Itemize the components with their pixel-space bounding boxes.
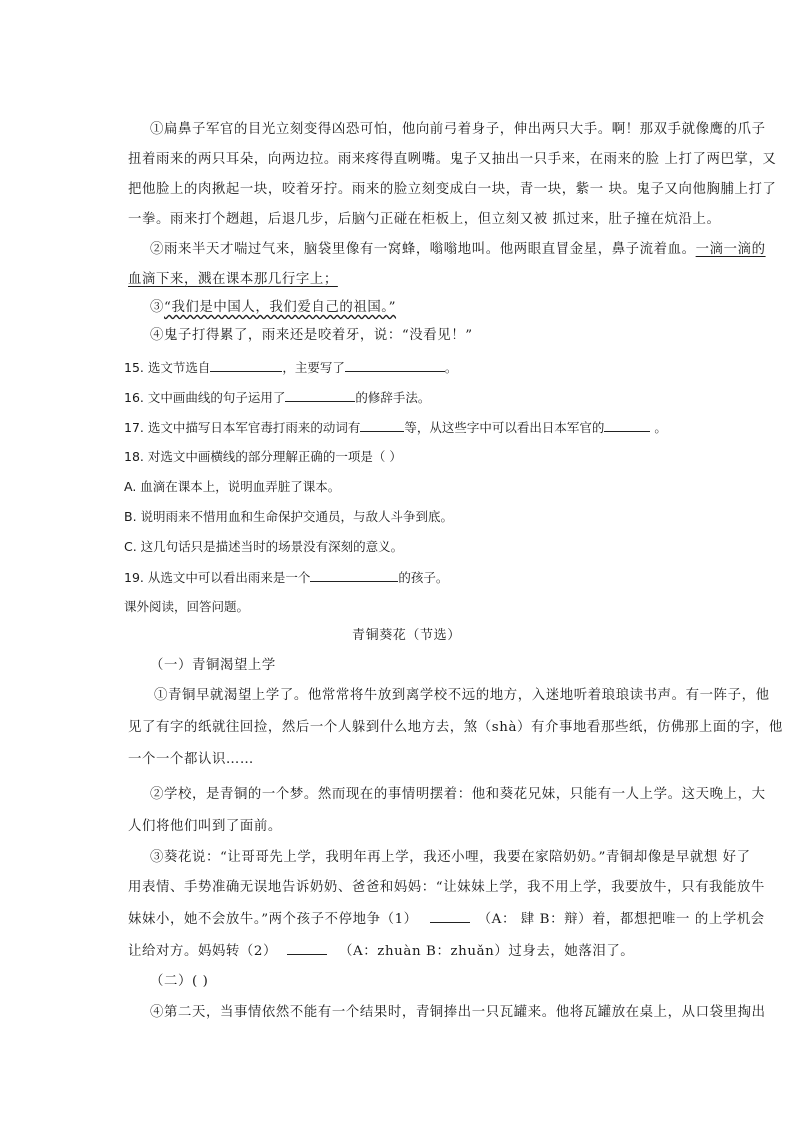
section-2-heading: （二）( ) — [150, 974, 209, 989]
s3-line-3-a: 妹妹小，她不会放牛。”两个孩子不停地争（1） — [128, 912, 418, 927]
p2-text: ②雨来半天才喘过气来，脑袋里像有一窝蜂，嗡嗡地叫。他两眼直冒金星，鼻子流着血。 — [150, 242, 696, 257]
p1-line-4: 一拳。雨来打个趔趄，后退几步，后脑勺正碰在柜板上，但立刻又被 抓过来，肚子撞在炕沿上。 — [128, 212, 721, 227]
s2-line-2: 人们将他们叫到了面前。 — [128, 819, 282, 834]
s3-line-2: 用表情、手势准确无误地告诉奶奶、爸爸和妈妈：“让妹妹上学，我不用上学，我要放牛，只有我能放牛 — [128, 880, 766, 895]
q15-blank-1[interactable] — [210, 357, 282, 372]
q17-text-a: 17. 选文中描写日本军官毒打雨来的动词有 — [124, 420, 361, 435]
extra-reading-heading: 课外阅读，回答问题。 — [124, 599, 250, 614]
q17-text-c: 。 — [650, 420, 667, 435]
p3-marker: ③ — [150, 300, 164, 315]
section-1-heading: （一）青铜渴望上学 — [150, 658, 276, 673]
blank-2[interactable] — [287, 940, 327, 955]
p2-line-1 — [150, 240, 766, 260]
q17-text-b: 等，从这些字中可以看出日本军官的 — [404, 420, 605, 435]
s1-line-2-a: 见了有字的纸就往回捡，然后一个人躲到什么地方去， — [128, 720, 464, 735]
q15-text-b: ，主要写了 — [282, 360, 345, 375]
s1-line-1: ①青铜早就渴望上学了。他常常将牛放到离学校不远的地方，入迷地听着琅琅读书声。有一阵子，他 — [154, 688, 770, 703]
s3-line-4-a: 让给对方。妈妈转（2） — [128, 944, 278, 959]
question-15 — [124, 357, 744, 378]
s3-line-1: ③葵花说：“让哥哥先上学，我明年再上学，我还小哩，我要在家陪奶奶。”青铜却像是早就想 好了 — [150, 850, 751, 865]
q16-text-b: 的修辞手法。 — [355, 390, 431, 405]
q15-text-c: 。 — [444, 360, 458, 375]
q16-blank[interactable] — [285, 387, 355, 402]
p4-line: ④鬼子打得累了，雨来还是咬着牙，说：“没看见！” — [150, 328, 473, 343]
s3-line-3 — [128, 908, 765, 930]
p2-line-2 — [128, 270, 740, 290]
q15-text-a: 15. 选文节选自 — [124, 360, 211, 375]
s4-line: ④第二天，当事情依然不能有一个结果时，青铜捧出一只瓦罐来。他将瓦罐放在桌上，从口袋里掏出 — [150, 1005, 766, 1020]
wavy-underlined-sentence: “我们是中国人，我们爱自己的祖国。” — [164, 300, 397, 315]
question-16 — [124, 387, 744, 408]
s1-pinyin-word: 煞（shà） — [463, 720, 532, 735]
q18-option-a: A. 血滴在课本上，说明血弄脏了课本。 — [124, 479, 341, 494]
p3-line — [150, 298, 740, 318]
q19-text-a: 19. 从选文中可以看出雨来是一个 — [124, 570, 311, 585]
s3-line-3-b: （A： 肆 B：辩）着，都想把唯一 的上学机会 — [477, 912, 765, 927]
question-19 — [124, 567, 744, 588]
q17-blank-1[interactable] — [360, 417, 404, 432]
p1-line-3: 把他脸上的肉揪起一块，咬着牙拧。雨来的脸立刻变成白一块，青一块，紫一 块。鬼子又向他胸脯上打了 — [128, 182, 777, 197]
s1-line-2-c: 有介事地看那些纸，仿佛那上面的字，他 — [531, 720, 783, 735]
s1-line-3: 一个一个都认识…… — [128, 752, 254, 767]
s1-line-2 — [128, 718, 783, 738]
q17-blank-2[interactable] — [604, 417, 650, 432]
p1-line-1: ①扁鼻子军官的目光立刻变得凶恐可怕，他向前弓着身子，伸出两只大手。啊！那双手就像鹰的爪子 — [150, 122, 766, 137]
p1-line-2: 扭着雨来的两只耳朵，向两边拉。雨来疼得直咧嘴。鬼子又抽出一只手来，在雨来的脸 上打了两巴掌，又 — [128, 152, 777, 167]
q19-text-b: 的孩子。 — [398, 570, 449, 585]
p2-underlined-3: 溅在课本那几行字上； — [197, 272, 338, 287]
q15-blank-2[interactable] — [345, 357, 445, 372]
s3-line-4-b: （A：zhuàn B：zhuǎn）过身去，她落泪了。 — [339, 944, 635, 959]
q16-text-a: 16. 文中画曲线的句子运用了 — [124, 390, 286, 405]
passage2-title: 青铜葵花（节选） — [352, 628, 461, 643]
q18-option-c: C. 这几句话只是描述当时的场景没有深刻的意义。 — [124, 539, 404, 554]
q18-option-b: B. 说明雨来不惜用血和生命保护交通员，与敌人斗争到底。 — [124, 509, 454, 524]
q19-blank[interactable] — [310, 567, 398, 582]
s3-line-4 — [128, 940, 740, 962]
p2-underlined-1: 一滴一滴的 — [695, 242, 766, 257]
question-17 — [124, 417, 744, 438]
s2-line-1: ②学校，是青铜的一个梦。然而现在的事情明摆着：他和葵花兄妹，只能有一人上学。这天晚上，大 — [150, 787, 766, 802]
blank-1[interactable] — [430, 908, 470, 923]
p2-underlined-2: 血滴下来， — [128, 272, 198, 287]
question-18: 18. 对选文中画横线的部分理解正确的一项是（ ） — [124, 449, 402, 464]
